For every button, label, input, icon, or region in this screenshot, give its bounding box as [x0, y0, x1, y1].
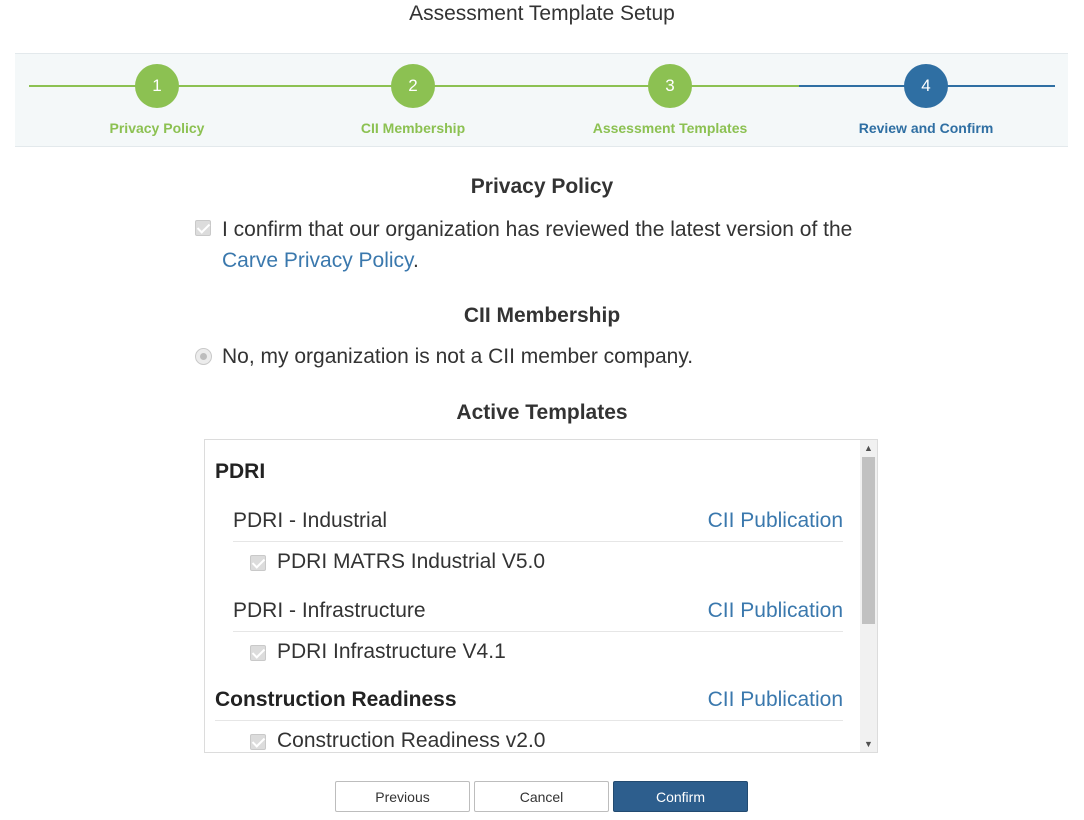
template-checkbox[interactable]: [250, 645, 266, 661]
step-review-and-confirm[interactable]: [806, 64, 1046, 136]
step-cii-membership[interactable]: [293, 64, 533, 136]
cii-membership-heading: CII Membership: [463, 304, 621, 327]
scroll-thumb[interactable]: [862, 457, 875, 624]
subgroup-name: PDRI - Industrial: [233, 509, 388, 532]
active-templates-heading: Active Templates: [456, 401, 628, 424]
cancel-button[interactable]: Cancel: [474, 781, 609, 812]
privacy-confirm-text: I confirm that our organization has reviewed the latest version of the: [222, 218, 853, 241]
step-label: Review and Confirm: [858, 120, 994, 136]
confirm-button[interactable]: Confirm: [613, 781, 748, 812]
membership-radio[interactable]: [195, 348, 212, 365]
template-item: [250, 729, 545, 753]
cii-publication-link[interactable]: CII Publication: [707, 688, 843, 711]
template-subgroup-pdri-infrastructure: [233, 599, 843, 632]
membership-option: [195, 342, 895, 372]
template-checkbox[interactable]: [250, 734, 266, 750]
step-assessment-templates[interactable]: [550, 64, 790, 136]
template-subgroup-pdri-industrial: [233, 509, 843, 542]
step-number: 1: [135, 64, 179, 108]
group-name: PDRI: [215, 460, 266, 483]
active-templates-list[interactable]: [204, 439, 878, 753]
template-item-label: Construction Readiness v2.0: [277, 729, 546, 752]
privacy-confirm-checkbox[interactable]: [195, 220, 211, 236]
template-group-construction-readiness: [215, 688, 843, 721]
scroll-up-arrow-icon[interactable]: ▲: [864, 443, 873, 453]
previous-button[interactable]: Previous: [335, 781, 470, 812]
privacy-policy-heading: Privacy Policy: [470, 175, 614, 198]
templates-scrollbar[interactable]: [860, 440, 877, 752]
privacy-suffix: .: [413, 249, 419, 272]
step-number: 2: [391, 64, 435, 108]
scroll-down-arrow-icon[interactable]: ▼: [864, 739, 873, 749]
template-item-label: PDRI MATRS Industrial V5.0: [277, 550, 546, 573]
step-privacy-policy[interactable]: [37, 64, 277, 136]
cii-publication-link[interactable]: CII Publication: [707, 509, 843, 532]
step-number: 3: [648, 64, 692, 108]
template-item-label: PDRI Infrastructure V4.1: [277, 640, 506, 663]
carve-privacy-policy-link[interactable]: Carve Privacy Policy: [222, 249, 413, 272]
membership-option-label: No, my organization is not a CII member company.: [222, 345, 694, 368]
template-group-pdri: [215, 460, 843, 484]
wizard-stepper: [15, 53, 1068, 147]
step-label: Assessment Templates: [592, 120, 748, 136]
step-label: Privacy Policy: [109, 120, 205, 136]
step-number: 4: [904, 64, 948, 108]
page-title: Assessment Template Setup: [409, 2, 675, 25]
subgroup-name: PDRI - Infrastructure: [233, 599, 426, 622]
template-checkbox[interactable]: [250, 555, 266, 571]
privacy-confirmation: [195, 214, 895, 276]
template-item: [250, 640, 506, 664]
group-name: Construction Readiness: [215, 688, 457, 711]
template-item: [250, 550, 545, 574]
step-label: CII Membership: [360, 120, 466, 136]
cii-publication-link[interactable]: CII Publication: [707, 599, 843, 622]
